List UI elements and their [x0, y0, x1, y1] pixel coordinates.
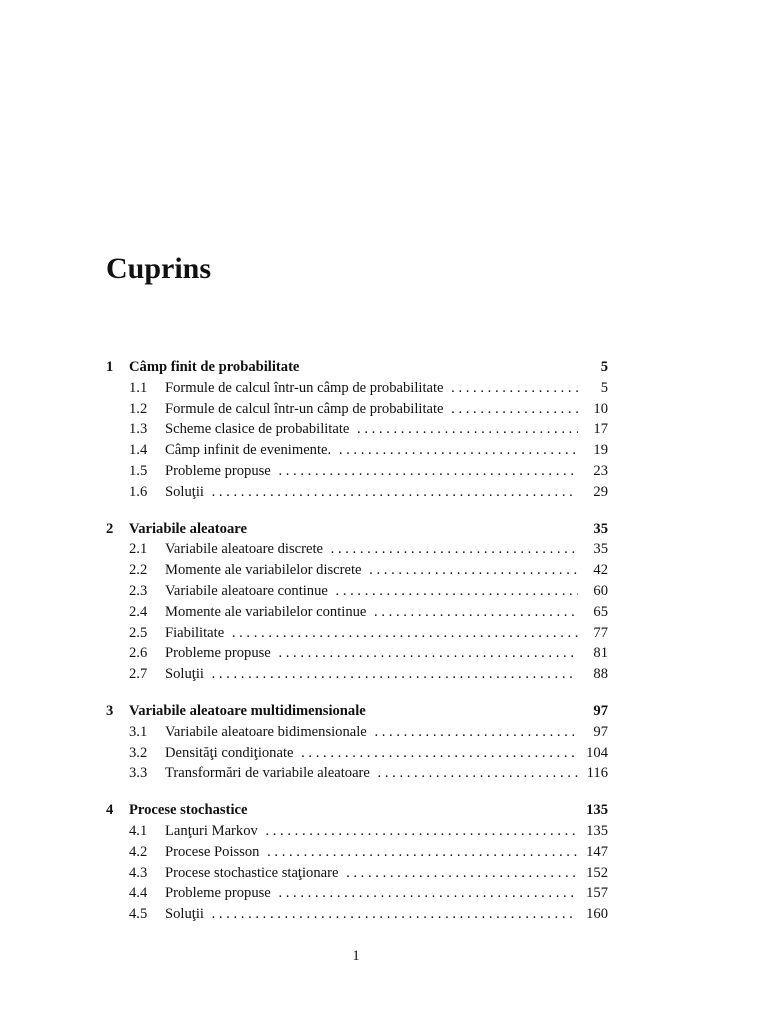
- chapter-page: 5: [600, 359, 608, 375]
- section-page: 23: [593, 462, 608, 479]
- section-number: 4.4: [129, 885, 148, 902]
- section-number: 2.2: [129, 562, 148, 579]
- section-number: 3.3: [129, 765, 148, 782]
- section-title: Soluţii: [165, 666, 208, 682]
- chapter-page: 135: [586, 802, 608, 819]
- section-title: Procese Poisson: [165, 844, 263, 860]
- toc-section-row[interactable]: [106, 482, 608, 503]
- section-number: 4.2: [129, 843, 148, 860]
- section-title: Variabile aleatoare bidimensionale: [165, 724, 371, 740]
- toc-section-row[interactable]: [106, 883, 608, 904]
- section-page: 35: [593, 541, 608, 558]
- section-page: 17: [593, 421, 608, 438]
- section-number: 2.3: [129, 582, 148, 599]
- toc-section-row[interactable]: [106, 399, 608, 420]
- section-number: 2.4: [129, 603, 148, 620]
- toc-section-row[interactable]: [106, 904, 608, 925]
- section-title: Transformări de variabile aleatoare: [165, 765, 374, 781]
- chapter-page: 97: [593, 702, 608, 719]
- chapter-page: 35: [593, 520, 608, 537]
- section-leader: [165, 440, 578, 461]
- section-leader: [165, 602, 578, 623]
- section-leader: [165, 560, 578, 581]
- toc-section-row[interactable]: [106, 378, 608, 399]
- section-page: 97: [593, 723, 608, 740]
- section-page: 147: [586, 843, 608, 860]
- toc-section-row[interactable]: [106, 863, 608, 884]
- section-title: Formule de calcul într-un câmp de probabilitate: [165, 380, 448, 396]
- toc-section-row[interactable]: [106, 643, 608, 664]
- section-leader: [165, 821, 578, 842]
- section-number: 1.1: [129, 379, 148, 396]
- section-leader: [165, 399, 578, 420]
- section-leader: [165, 581, 578, 602]
- section-number: 4.5: [129, 906, 148, 923]
- toc-section-row[interactable]: [106, 763, 608, 784]
- section-page: 160: [586, 906, 608, 923]
- section-leader: [165, 643, 578, 664]
- section-number: 3.2: [129, 744, 148, 761]
- section-title: Lanţuri Markov: [165, 823, 262, 839]
- section-title: Procese stochastice staţionare: [165, 865, 342, 881]
- section-leader: [165, 743, 578, 764]
- toc-section-row[interactable]: [106, 560, 608, 581]
- section-leader: [165, 378, 578, 399]
- toc-section-row[interactable]: [106, 821, 608, 842]
- section-page: 135: [586, 822, 608, 839]
- section-leader: [165, 722, 578, 743]
- section-page: 60: [593, 582, 608, 599]
- section-number: 2.1: [129, 541, 148, 558]
- section-page: 81: [593, 645, 608, 662]
- section-title: Probleme propuse: [165, 885, 275, 901]
- section-number: 1.4: [129, 442, 148, 459]
- section-number: 2.6: [129, 645, 148, 662]
- section-leader: [165, 883, 578, 904]
- section-leader: [165, 539, 578, 560]
- toc-chapter: [106, 519, 608, 685]
- section-page: 42: [593, 562, 608, 579]
- section-page: 5: [600, 379, 608, 396]
- section-leader: [165, 623, 578, 644]
- section-number: 4.3: [129, 864, 148, 881]
- section-leader: [165, 763, 578, 784]
- section-number: 1.2: [129, 400, 148, 417]
- section-leader: [165, 482, 578, 503]
- chapter-number: 2: [106, 520, 114, 537]
- section-page: 65: [593, 603, 608, 620]
- section-number: 2.5: [129, 624, 148, 641]
- section-number: 3.1: [129, 723, 148, 740]
- section-title: Variabile aleatoare discrete: [165, 541, 327, 557]
- toc-section-row[interactable]: [106, 440, 608, 461]
- chapter-number: 1: [106, 359, 114, 375]
- section-title: Momente ale variabilelor discrete: [165, 562, 366, 578]
- section-leader: [165, 461, 578, 482]
- section-leader: [165, 664, 578, 685]
- chapter-number: 4: [106, 802, 114, 819]
- toc-section-row[interactable]: [106, 419, 608, 440]
- section-title: Probleme propuse: [165, 645, 275, 661]
- toc-section-row[interactable]: [106, 722, 608, 743]
- toc-section-row[interactable]: [106, 743, 608, 764]
- section-title: Variabile aleatoare continue: [165, 583, 332, 599]
- section-title: Câmp infinit de evenimente.: [165, 442, 335, 458]
- section-leader: [165, 419, 578, 440]
- toc-chapter-row[interactable]: [106, 701, 608, 722]
- toc-section-row[interactable]: [106, 539, 608, 560]
- section-page: 152: [586, 864, 608, 881]
- section-leader: [165, 842, 578, 863]
- section-leader: [165, 904, 578, 925]
- section-page: 88: [593, 666, 608, 683]
- toc-section-row[interactable]: [106, 461, 608, 482]
- section-title: Soluţii: [165, 906, 208, 922]
- toc-chapter-row[interactable]: [106, 357, 608, 378]
- section-page: 10: [593, 400, 608, 417]
- section-title: Momente ale variabilelor continue: [165, 604, 370, 620]
- section-number: 2.7: [129, 666, 148, 683]
- section-leader: [165, 863, 578, 884]
- toc-section-row[interactable]: [106, 581, 608, 602]
- toc-chapter-row[interactable]: [106, 519, 608, 540]
- section-title: Soluţii: [165, 484, 208, 500]
- page-title: Cuprins: [106, 252, 212, 285]
- section-title: Densităţi condiţionate: [165, 745, 297, 761]
- page-number: 1: [352, 948, 360, 964]
- section-number: 1.5: [129, 462, 148, 479]
- section-page: 157: [586, 885, 608, 902]
- table-of-contents: [106, 357, 608, 941]
- toc-section-row[interactable]: [106, 602, 608, 623]
- section-number: 1.3: [129, 421, 148, 438]
- toc-section-row[interactable]: [106, 664, 608, 685]
- toc-section-row[interactable]: [106, 623, 608, 644]
- section-title: Scheme clasice de probabilitate: [165, 421, 353, 437]
- toc-chapter: [106, 357, 608, 503]
- section-title: Probleme propuse: [165, 463, 275, 479]
- chapter-title: Procese stochastice: [129, 802, 248, 819]
- toc-chapter-row[interactable]: [106, 800, 608, 821]
- chapter-title: Câmp finit de probabilitate: [129, 359, 300, 375]
- chapter-number: 3: [106, 702, 114, 719]
- chapter-title: Variabile aleatoare: [129, 520, 247, 537]
- section-page: 104: [586, 744, 608, 761]
- section-page: 116: [586, 765, 608, 782]
- section-number: 1.6: [129, 483, 148, 500]
- section-title: Formule de calcul într-un câmp de probabilitate: [165, 401, 448, 417]
- section-page: 19: [593, 442, 608, 459]
- section-number: 4.1: [129, 822, 148, 839]
- section-page: 29: [593, 483, 608, 500]
- chapter-title: Variabile aleatoare multidimensionale: [129, 702, 366, 719]
- section-page: 77: [593, 624, 608, 641]
- toc-section-row[interactable]: [106, 842, 608, 863]
- toc-chapter: [106, 701, 608, 784]
- toc-chapter: [106, 800, 608, 925]
- section-title: Fiabilitate: [165, 625, 228, 641]
